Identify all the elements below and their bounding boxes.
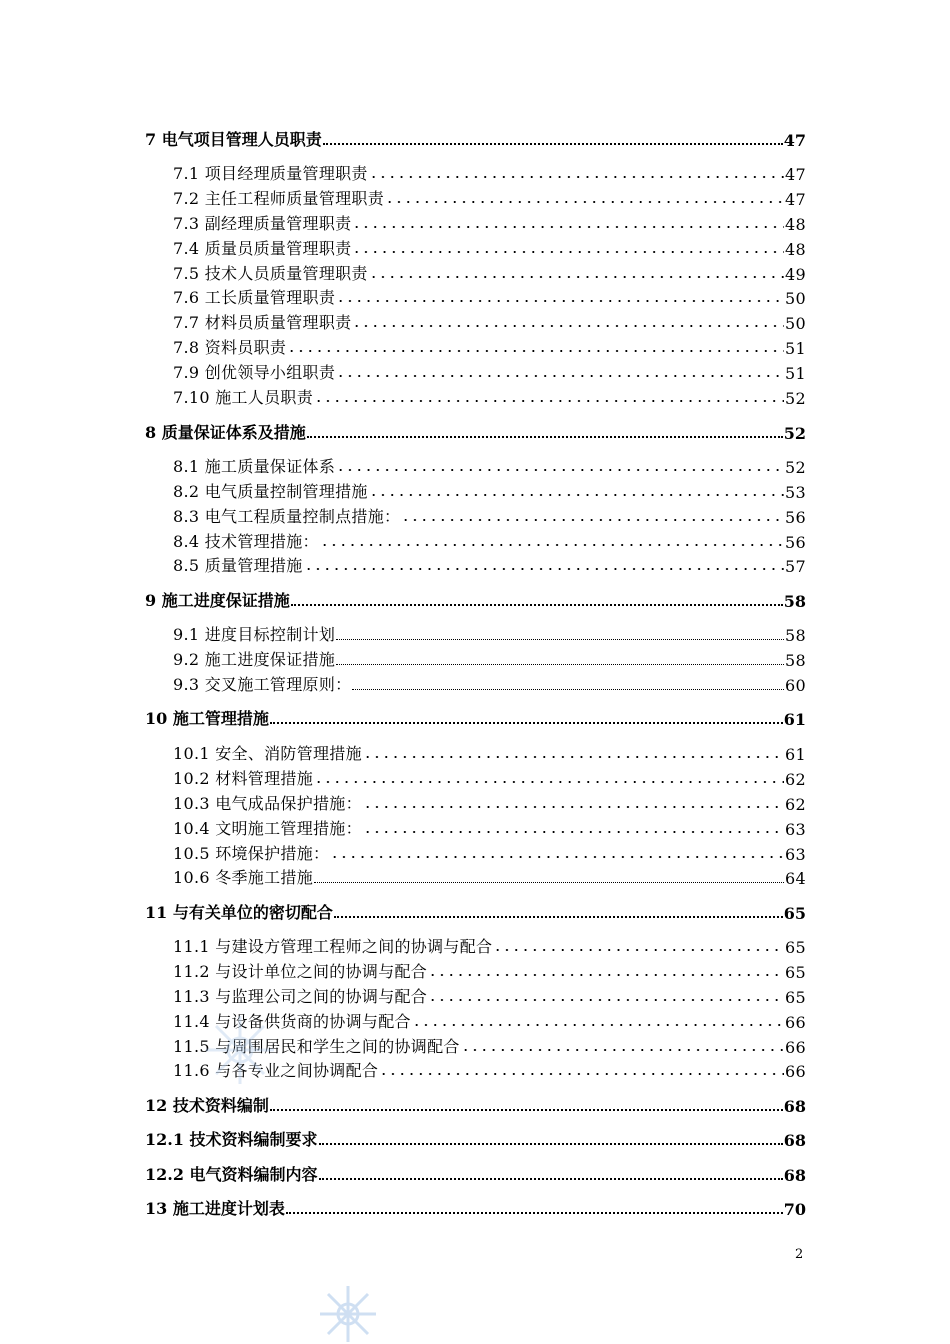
toc-entry[interactable]: 10.2 材料管理措施 62: [173, 769, 806, 789]
toc-entry[interactable]: 12 技术资料编制 68: [145, 1096, 806, 1116]
toc-entry[interactable]: 8.2 电气质量控制管理措施 53: [173, 482, 806, 502]
toc-entry[interactable]: 8.3 电气工程质量控制点措施： 56: [173, 507, 806, 527]
toc-entry[interactable]: 8.1 施工质量保证体系 52: [173, 457, 806, 477]
toc-entry[interactable]: 8.4 技术管理措施： 56: [173, 532, 806, 552]
toc-entry[interactable]: 7.3 副经理质量管理职责 48: [173, 214, 806, 234]
toc-entry[interactable]: 7.7 材料员质量管理职责 50: [173, 313, 806, 333]
toc-entry[interactable]: 9.2 施工进度保证措施 58: [173, 650, 806, 670]
toc-entry[interactable]: 7.4 质量员质量管理职责 48: [173, 239, 806, 259]
toc-entry[interactable]: 7.2 主任工程师质量管理职责 47: [173, 189, 806, 209]
toc-entry[interactable]: 7 电气项目管理人员职责 47: [145, 130, 806, 150]
toc-entry[interactable]: 7.1 项目经理质量管理职责 47: [173, 164, 806, 184]
toc-entry[interactable]: 10.4 文明施工管理措施： 63: [173, 819, 806, 839]
toc-entry[interactable]: 7.9 创优领导小组职责 51: [173, 363, 806, 383]
toc-entry[interactable]: 7.6 工长质量管理职责 50: [173, 288, 806, 308]
snowflake-watermark-icon: [200, 1010, 280, 1090]
toc-entry[interactable]: 12.2 电气资料编制内容 68: [145, 1165, 806, 1185]
toc-entry[interactable]: 10 施工管理措施 61: [145, 709, 806, 729]
toc-entry[interactable]: 11.1 与建设方管理工程师之间的协调与配合 65: [173, 937, 806, 957]
toc-entry[interactable]: 12.1 技术资料编制要求 68: [145, 1130, 806, 1150]
toc-entry[interactable]: 10.6 冬季施工措施 64: [173, 868, 806, 888]
toc-entry[interactable]: 11.2 与设计单位之间的协调与配合 65: [173, 962, 806, 982]
toc-entry[interactable]: 10.3 电气成品保护措施： 62: [173, 794, 806, 814]
toc-entry[interactable]: 11 与有关单位的密切配合 65: [145, 903, 806, 923]
toc-entry[interactable]: 10.5 环境保护措施： 63: [173, 844, 806, 864]
toc-entry[interactable]: 11.6 与各专业之间协调配合 66: [173, 1061, 806, 1081]
toc-entry[interactable]: 13 施工进度计划表 70: [145, 1199, 806, 1219]
snowflake-watermark-icon: [316, 1282, 380, 1344]
toc-entry[interactable]: 9 施工进度保证措施 58: [145, 591, 806, 611]
toc-entry[interactable]: 9.1 进度目标控制计划 58: [173, 625, 806, 645]
toc-entry[interactable]: 7.5 技术人员质量管理职责 49: [173, 264, 806, 284]
toc-entry[interactable]: 7.10 施工人员职责 52: [173, 388, 806, 408]
toc-entry[interactable]: 10.1 安全、消防管理措施 61: [173, 744, 806, 764]
toc-entry[interactable]: 11.3 与监理公司之间的协调与配合 65: [173, 987, 806, 1007]
toc-entry[interactable]: 8.5 质量管理措施 57: [173, 556, 806, 576]
toc-entry[interactable]: 8 质量保证体系及措施 52: [145, 423, 806, 443]
toc-entry[interactable]: 11.4 与设备供货商的协调与配合 66: [173, 1012, 806, 1032]
toc-entry[interactable]: 7.8 资料员职责 51: [173, 338, 806, 358]
page-number: 2: [795, 1247, 804, 1262]
toc-entry[interactable]: 9.3 交叉施工管理原则： 60: [173, 675, 806, 695]
toc-entry[interactable]: 11.5 与周围居民和学生之间的协调配合 66: [173, 1037, 806, 1057]
